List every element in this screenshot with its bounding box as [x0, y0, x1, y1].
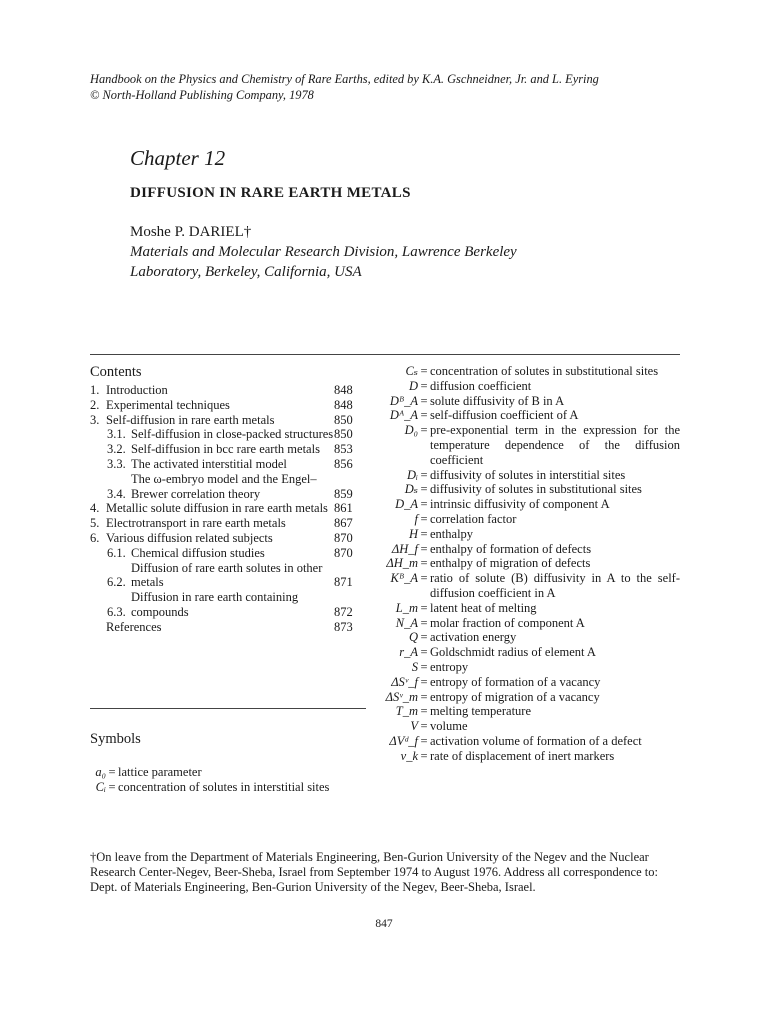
symbol-key: Q	[408, 630, 418, 645]
symbol-entry	[378, 408, 680, 423]
symbol-definition: enthalpy of formation of defects	[430, 541, 592, 556]
symbol-definition: diffusivity of solutes in interstitial sites	[430, 467, 626, 482]
equals-sign: =	[420, 541, 428, 556]
symbol-definition: molar fraction of component A	[430, 615, 585, 630]
toc-entry-page: 871	[334, 575, 353, 590]
equals-sign: =	[420, 423, 428, 438]
toc-entry	[90, 442, 362, 457]
symbol-key: Dᴮ_A	[389, 393, 418, 408]
toc-entry	[90, 546, 362, 561]
equals-sign: =	[420, 733, 428, 748]
chapter-label: Chapter 12	[130, 146, 226, 170]
toc-entry-page: 861	[334, 501, 353, 516]
symbol-entry	[378, 468, 680, 483]
toc-entry-page: 873	[334, 619, 353, 634]
equals-sign: =	[420, 645, 428, 660]
symbol-definition: diffusivity of solutes in substitutional sites	[430, 482, 642, 497]
symbol-entry	[378, 423, 680, 467]
toc-entry-page: 856	[334, 456, 353, 471]
symbol-definition: rate of displacement of inert markers	[430, 748, 615, 763]
toc-entry	[90, 413, 362, 428]
equals-sign: =	[420, 482, 428, 497]
toc-entry	[90, 427, 362, 442]
header-line-1: Handbook on the Physics and Chemistry of Rare Earths, edited by K.A. Gschneidner, Jr. and L. Eyring	[90, 72, 599, 86]
equals-sign: =	[108, 765, 116, 779]
symbol-entry	[90, 780, 362, 795]
equals-sign: =	[420, 600, 428, 615]
symbol-entry	[90, 765, 362, 780]
author-block	[130, 222, 517, 282]
symbol-definition: latent heat of melting	[430, 600, 537, 615]
symbol-key: v_k	[400, 748, 418, 763]
symbol-definition: correlation factor	[430, 511, 517, 526]
equals-sign: =	[420, 497, 428, 512]
symbols-list-right	[378, 364, 680, 764]
symbol-definition: Goldschmidt radius of element A	[430, 645, 596, 660]
symbol-key: ΔSᵛ_m	[385, 689, 418, 704]
symbol-entry	[378, 645, 680, 660]
toc-entry-page: 870	[334, 530, 353, 545]
symbol-key: L_m	[395, 600, 418, 615]
toc-entry	[90, 516, 362, 531]
toc-entry	[90, 398, 362, 413]
page-number: 847	[375, 918, 393, 930]
symbol-entry	[378, 542, 680, 557]
toc-entry-number: 6.3.	[107, 604, 126, 619]
symbol-definition: entropy	[430, 659, 469, 674]
top-rule	[90, 354, 680, 355]
equals-sign: =	[420, 748, 428, 763]
contents-bottom-rule	[90, 708, 366, 709]
equals-sign: =	[420, 378, 428, 393]
toc-entry-number: 5.	[90, 516, 100, 531]
symbol-definition: pre-exponential term in the expression for the temperature dependence of the diffusion coefficient	[430, 423, 680, 467]
symbol-definition: intrinsic diffusivity of component A	[430, 497, 610, 512]
symbol-key: Dₛ	[404, 482, 418, 497]
symbol-entry	[378, 690, 680, 705]
symbol-entry	[378, 660, 680, 675]
equals-sign: =	[108, 779, 116, 794]
toc-entry-page: 853	[334, 442, 353, 457]
toc-entry-page: 859	[334, 486, 353, 501]
equals-sign: =	[420, 704, 428, 719]
toc-entry-number: 6.1.	[107, 545, 126, 560]
toc-entry-page: 850	[334, 412, 353, 427]
equals-sign: =	[420, 571, 428, 586]
symbol-entry	[378, 675, 680, 690]
symbol-entry	[378, 556, 680, 571]
symbol-entry	[378, 512, 680, 527]
symbol-definition: activation volume of formation of a defect	[430, 733, 642, 748]
toc-entry-page: 848	[334, 397, 353, 412]
toc-entry	[90, 472, 362, 502]
contents-heading: Contents	[90, 364, 142, 380]
toc-entry-title: Electrotransport in rare earth metals	[106, 516, 286, 531]
toc-entry-number: 3.3.	[107, 456, 126, 471]
equals-sign: =	[420, 630, 428, 645]
symbol-key: Kᴮ_A	[390, 571, 418, 586]
symbol-entry	[378, 734, 680, 749]
symbol-key: Dᴬ_A	[389, 408, 418, 423]
toc-entry-title: Various diffusion related subjects	[106, 530, 273, 545]
symbol-definition: activation energy	[430, 630, 517, 645]
equals-sign: =	[420, 511, 428, 526]
book-header	[90, 71, 599, 103]
toc-entry	[90, 590, 362, 620]
author-affiliation-2: Laboratory, Berkeley, California, USA	[130, 264, 362, 280]
toc-entry-title: Diffusion in rare earth containing compounds	[131, 590, 299, 619]
symbol-key: Cₛ	[405, 364, 418, 378]
toc-entry-number: 3.2.	[107, 442, 126, 457]
equals-sign: =	[420, 526, 428, 541]
toc-entry	[90, 501, 362, 516]
equals-sign: =	[420, 719, 428, 734]
toc-entry-page: 850	[334, 427, 353, 442]
symbol-entry	[378, 571, 680, 601]
symbol-key: ΔVᵈ_f	[389, 733, 418, 748]
equals-sign: =	[420, 467, 428, 482]
toc-entry-page: 848	[334, 383, 353, 397]
symbol-definition: entropy of formation of a vacancy	[430, 674, 601, 689]
header-line-2: © North-Holland Publishing Company, 1978	[90, 88, 314, 102]
symbol-key: Cᵢ	[95, 779, 106, 794]
symbol-entry	[378, 482, 680, 497]
symbol-entry	[378, 719, 680, 734]
symbol-entry	[378, 630, 680, 645]
toc-entry	[90, 457, 362, 472]
symbol-entry	[378, 379, 680, 394]
symbol-definition: lattice parameter	[118, 765, 202, 779]
toc-entry-number: 3.	[90, 412, 100, 427]
symbol-definition: diffusion coefficient	[430, 378, 532, 393]
toc-entry-title: Chemical diffusion studies	[131, 545, 265, 560]
symbol-key: D	[408, 378, 418, 393]
toc-entry-number: 6.	[90, 530, 100, 545]
symbol-definition: ratio of solute (B) diffusivity in A to the self-diffusion coefficient in A	[430, 571, 680, 600]
symbol-key: r_A	[399, 645, 418, 660]
toc-entry	[90, 531, 362, 546]
symbol-definition: concentration of solutes in interstitial sites	[118, 779, 330, 794]
toc-entry-number: 1.	[90, 383, 100, 397]
toc-entry-number: 2.	[90, 397, 100, 412]
symbol-entry	[378, 527, 680, 542]
toc-entry-number: 6.2.	[107, 575, 126, 590]
symbol-entry	[378, 364, 680, 379]
symbols-heading: Symbols	[90, 731, 141, 747]
equals-sign: =	[420, 408, 428, 423]
equals-sign: =	[420, 659, 428, 674]
toc-entry-page: 870	[334, 545, 353, 560]
symbols-list-left	[90, 765, 362, 795]
toc-entry-title: Experimental techniques	[106, 397, 230, 412]
equals-sign: =	[420, 393, 428, 408]
symbol-key: ΔH_f	[391, 541, 418, 556]
symbol-definition: enthalpy	[430, 526, 474, 541]
symbol-entry	[378, 394, 680, 409]
equals-sign: =	[420, 364, 428, 378]
equals-sign: =	[420, 689, 428, 704]
symbol-definition: enthalpy of migration of defects	[430, 556, 591, 571]
symbol-entry	[378, 601, 680, 616]
symbol-key: ΔSᵛ_f	[391, 674, 418, 689]
author-name: Moshe P. DARIEL†	[130, 224, 252, 240]
equals-sign: =	[420, 674, 428, 689]
toc-entry-title: References	[106, 619, 162, 634]
symbol-definition: volume	[430, 719, 468, 734]
toc-entry	[90, 383, 362, 398]
chapter-title: DIFFUSION IN RARE EARTH METALS	[130, 185, 411, 201]
toc-entry-title: Diffusion of rare earth solutes in other metals	[131, 560, 323, 590]
author-affiliation-1: Materials and Molecular Research Division, Lawrence Berkeley	[130, 244, 517, 260]
toc-entry-number: 3.1.	[107, 427, 126, 442]
equals-sign: =	[420, 615, 428, 630]
toc-entry-title: Introduction	[106, 383, 168, 397]
toc-entry-title: Self-diffusion in close-packed structures	[131, 427, 334, 442]
symbol-key: S	[411, 659, 418, 674]
symbol-entry	[378, 749, 680, 764]
equals-sign: =	[420, 556, 428, 571]
symbol-definition: melting temperature	[430, 704, 532, 719]
toc-entry-title: The ω-embryo model and the Engel–Brewer correlation theory	[131, 471, 317, 501]
symbol-entry	[378, 497, 680, 512]
symbol-definition: entropy of migration of a vacancy	[430, 689, 600, 704]
symbol-key: N_A	[395, 615, 418, 630]
toc-entry-page: 867	[334, 516, 353, 531]
symbol-key: a₀	[95, 765, 106, 779]
author-footnote: †On leave from the Department of Materials Engineering, Ben-Gurion University of the Negev and the Nuclear Research Center-Negev, Beer-Sheba, Israel from September 1974 to August 1976. Address all correspondence to: Dept. of Materials Engineering, Ben-Gurion University of the Negev, Beer-Sheba, Israel.	[90, 850, 658, 894]
symbol-key: T_m	[395, 704, 418, 719]
toc-entry-number: 3.4.	[107, 486, 126, 501]
symbol-key: Dᵢ	[406, 467, 418, 482]
symbol-definition: solute diffusivity of B in A	[430, 393, 565, 408]
symbol-key: D₀	[404, 423, 418, 438]
toc-entry-title: Self-diffusion in bcc rare earth metals	[131, 442, 320, 457]
toc-entry-title: The activated interstitial model	[131, 456, 287, 471]
symbol-entry	[378, 616, 680, 631]
symbol-key: D_A	[395, 497, 418, 512]
symbol-entry	[378, 704, 680, 719]
symbol-definition: self-diffusion coefficient of A	[430, 408, 579, 423]
symbol-definition: concentration of solutes in substitutional sites	[430, 364, 659, 378]
toc-entry	[90, 620, 362, 635]
symbol-key: H	[408, 526, 418, 541]
symbol-key: ΔH_m	[386, 556, 418, 571]
symbol-key: V	[410, 719, 418, 734]
toc-entry-page: 872	[334, 604, 353, 619]
toc-entry-number: 4.	[90, 501, 100, 516]
symbol-key: f	[414, 511, 418, 526]
toc-entry-title: Self-diffusion in rare earth metals	[106, 412, 275, 427]
toc-entry	[90, 561, 362, 591]
toc-entry-title: Metallic solute diffusion in rare earth metals	[106, 501, 328, 516]
table-of-contents	[90, 383, 362, 635]
